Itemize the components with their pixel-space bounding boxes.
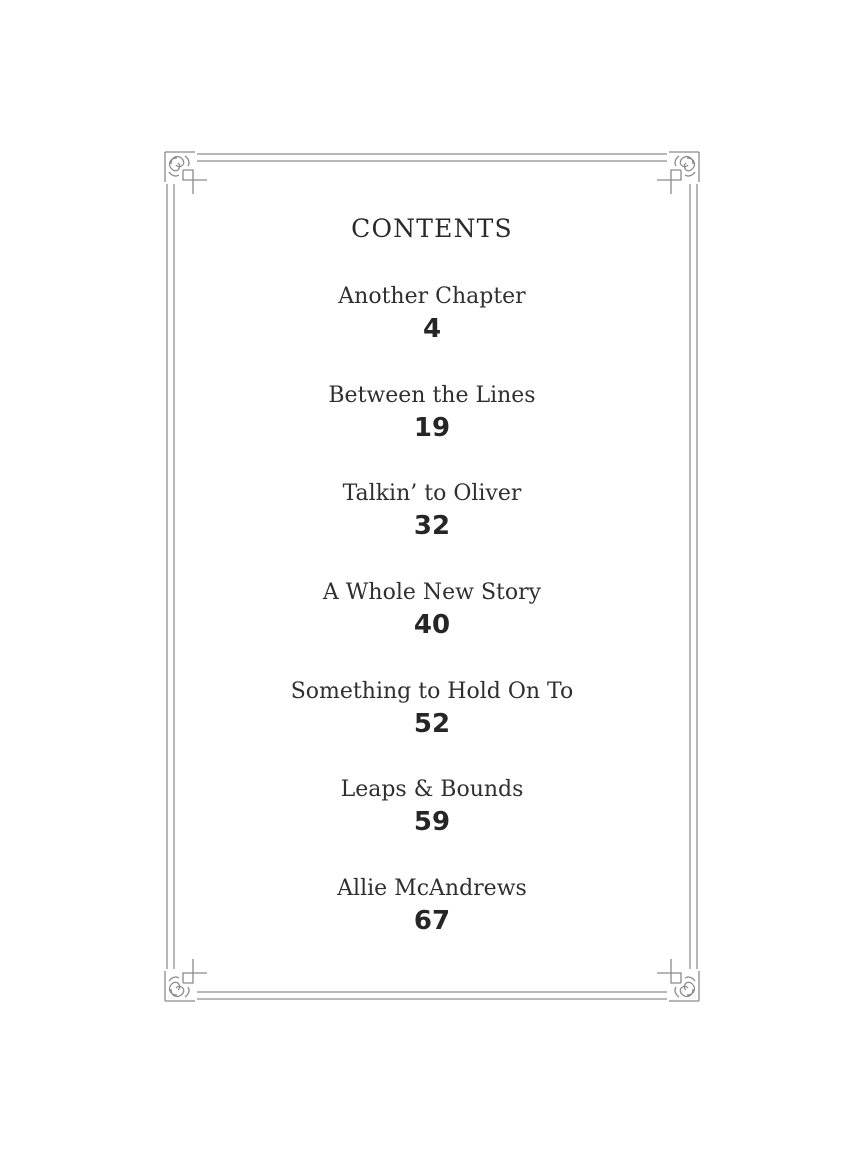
chapter-title: Talkin’ to Oliver [342, 481, 522, 506]
top-right-corner-ornament-icon [657, 150, 701, 194]
chapter-title: Allie McAndrews [337, 876, 527, 901]
contents-heading: CONTENTS [351, 214, 513, 243]
chapter-title: Between the Lines [328, 383, 536, 408]
chapter-title: Leaps & Bounds [340, 777, 524, 802]
toc-entry[interactable] [0, 479, 864, 542]
toc-entry[interactable] [0, 578, 864, 641]
toc-entry[interactable] [0, 677, 864, 740]
bottom-right-corner-ornament-icon [657, 959, 701, 1003]
page-number: 40 [413, 610, 451, 640]
page-number: 32 [413, 511, 451, 541]
chapter-title: Another Chapter [338, 284, 526, 309]
chapter-title: Something to Hold On To [290, 679, 574, 704]
page-number: 19 [413, 413, 451, 443]
page-number: 4 [422, 314, 442, 344]
toc-entry[interactable] [0, 282, 864, 345]
toc-entry[interactable] [0, 381, 864, 444]
toc-entry[interactable] [0, 874, 864, 937]
top-left-corner-ornament-icon [163, 150, 207, 194]
bottom-left-corner-ornament-icon [163, 959, 207, 1003]
toc-entry[interactable] [0, 775, 864, 838]
chapter-title: A Whole New Story [322, 580, 542, 605]
page-number: 67 [413, 906, 451, 936]
page-number: 59 [413, 807, 451, 837]
page-number: 52 [413, 709, 451, 739]
